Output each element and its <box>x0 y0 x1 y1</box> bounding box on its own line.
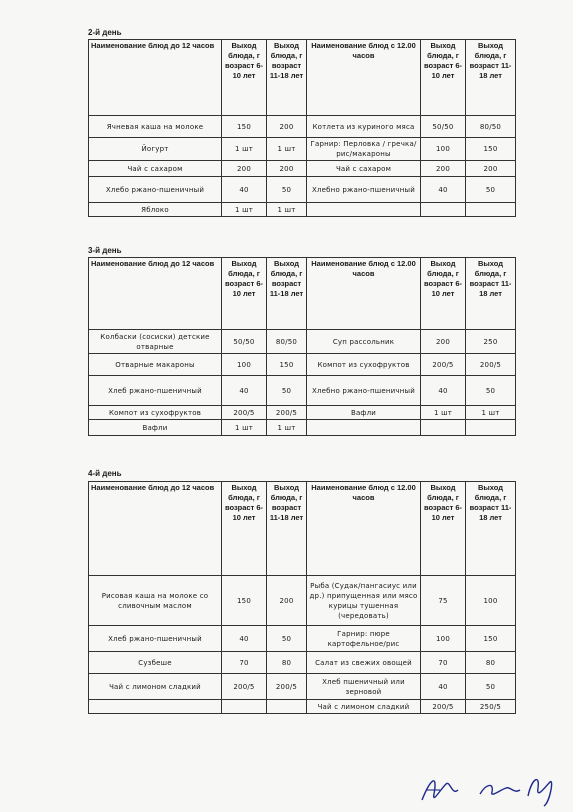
cell: 200/5 <box>421 700 466 714</box>
cell: 200 <box>222 161 267 177</box>
header-out610: Выход блюда, г возраст 6-10 лет <box>222 40 267 116</box>
cell: 40 <box>421 177 466 203</box>
cell: 200 <box>267 576 307 626</box>
cell <box>421 203 466 217</box>
menu-table-day2 <box>88 39 516 217</box>
cell: 50 <box>267 177 307 203</box>
header-out1118: Выход блюда, г возраст 11-18 лет <box>267 40 307 116</box>
table-row <box>89 420 516 436</box>
cell: 200 <box>267 161 307 177</box>
cell: 1 шт <box>267 203 307 217</box>
cell: Чай с лимоном сладкий <box>307 700 421 714</box>
cell: 40 <box>421 674 466 700</box>
header-out610b: Выход блюда, г возраст 6-10 лет <box>421 482 466 576</box>
cell: 150 <box>222 116 267 138</box>
header-out610b: Выход блюда, г возраст 6-10 лет <box>421 258 466 330</box>
cell: Яблоко <box>89 203 222 217</box>
cell: Рисовая каша на молоке со сливочным маслом <box>89 576 222 626</box>
cell <box>307 203 421 217</box>
cell: Компот из сухофруктов <box>307 354 421 376</box>
cell: Вафли <box>307 406 421 420</box>
cell: 150 <box>466 626 516 652</box>
cell: Чай с сахаром <box>307 161 421 177</box>
cell: 250/5 <box>466 700 516 714</box>
cell: Сузбеше <box>89 652 222 674</box>
cell: 200 <box>421 330 466 354</box>
day-title: 2-й день <box>88 28 122 37</box>
header-out1118b: Выход блюда, г возраст 11-18 лет <box>466 482 516 576</box>
cell: Суп рассольник <box>307 330 421 354</box>
cell: 80 <box>466 652 516 674</box>
cell: Хлебно ржано-пшеничный <box>307 177 421 203</box>
cell: 1 шт <box>466 406 516 420</box>
table-row <box>89 576 516 626</box>
cell: 80/50 <box>267 330 307 354</box>
cell: 1 шт <box>267 138 307 161</box>
cell <box>421 420 466 436</box>
cell: 200/5 <box>267 674 307 700</box>
header-name1200: Наименование блюд с 12.00 часов <box>307 258 421 330</box>
cell: Ячневая каша на молоке <box>89 116 222 138</box>
cell: 70 <box>421 652 466 674</box>
cell: 40 <box>421 376 466 406</box>
cell: 50 <box>267 376 307 406</box>
cell <box>466 420 516 436</box>
table-row <box>89 376 516 406</box>
cell: 200 <box>466 161 516 177</box>
cell: Хлеб ржано-пшеничный <box>89 626 222 652</box>
cell: 1 шт <box>267 420 307 436</box>
cell: 150 <box>267 354 307 376</box>
cell: 1 шт <box>421 406 466 420</box>
header-name1200: Наименование блюд с 12.00 часов <box>307 482 421 576</box>
header-row <box>89 258 516 330</box>
cell <box>466 203 516 217</box>
cell: 200/5 <box>421 354 466 376</box>
table-row <box>89 406 516 420</box>
cell: 100 <box>421 626 466 652</box>
cell: 200/5 <box>222 674 267 700</box>
cell: Рыба (Судак/пангасиус или др.) припущенная или мясо курицы тушенная (чередовать) <box>307 576 421 626</box>
header-out1118: Выход блюда, г возраст 11-18 лет <box>267 482 307 576</box>
day-title: 4-й день <box>88 469 122 478</box>
header-out610b: Выход блюда, г возраст 6-10 лет <box>421 40 466 116</box>
table-row <box>89 700 516 714</box>
cell: Йогурт <box>89 138 222 161</box>
cell: Отварные макароны <box>89 354 222 376</box>
cell: 1 шт <box>222 138 267 161</box>
cell: Вафли <box>89 420 222 436</box>
day-title: 3-й день <box>88 246 122 255</box>
menu-table-day3 <box>88 257 516 436</box>
cell: 200/5 <box>222 406 267 420</box>
cell: 100 <box>466 576 516 626</box>
header-name12: Наименование блюд до 12 часов <box>89 40 222 116</box>
cell: 75 <box>421 576 466 626</box>
cell: Гарнир: Перловка / гречка/ рис/макароны <box>307 138 421 161</box>
table-row <box>89 203 516 217</box>
cell: Колбаски (сосиски) детские отварные <box>89 330 222 354</box>
cell: 40 <box>222 376 267 406</box>
header-name1200: Наименование блюд с 12.00 часов <box>307 40 421 116</box>
cell: 250 <box>466 330 516 354</box>
cell: 80/50 <box>466 116 516 138</box>
cell <box>307 420 421 436</box>
cell: 50 <box>466 674 516 700</box>
cell <box>267 700 307 714</box>
cell: 1 шт <box>222 420 267 436</box>
cell: Хлебно ржано-пшеничный <box>307 376 421 406</box>
cell: 100 <box>222 354 267 376</box>
cell: 100 <box>421 138 466 161</box>
table-row <box>89 161 516 177</box>
cell: 50 <box>267 626 307 652</box>
table-row <box>89 626 516 652</box>
cell: Чай с сахаром <box>89 161 222 177</box>
cell: Хлеб пшеничный или зерновой <box>307 674 421 700</box>
cell: Котлета из куриного мяса <box>307 116 421 138</box>
header-out610: Выход блюда, г возраст 6-10 лет <box>222 258 267 330</box>
cell: Хлебо ржано-пшеничный <box>89 177 222 203</box>
cell: 50/50 <box>222 330 267 354</box>
cell: 200 <box>421 161 466 177</box>
cell: Чай с лимоном сладкий <box>89 674 222 700</box>
cell: 80 <box>267 652 307 674</box>
cell: 1 шт <box>222 203 267 217</box>
header-name12: Наименование блюд до 12 часов <box>89 482 222 576</box>
cell: 50/50 <box>421 116 466 138</box>
table-row <box>89 116 516 138</box>
table-row <box>89 354 516 376</box>
cell <box>89 700 222 714</box>
header-row <box>89 40 516 116</box>
cell: 150 <box>466 138 516 161</box>
cell: 40 <box>222 177 267 203</box>
table-row <box>89 330 516 354</box>
table-row <box>89 652 516 674</box>
cell: 40 <box>222 626 267 652</box>
cell: 50 <box>466 177 516 203</box>
cell: 50 <box>466 376 516 406</box>
cell <box>222 700 267 714</box>
header-row <box>89 482 516 576</box>
cell: 200/5 <box>466 354 516 376</box>
header-out1118b: Выход блюда, г возраст 11-18 лет <box>466 258 516 330</box>
table-row <box>89 138 516 161</box>
header-out610: Выход блюда, г возраст 6-10 лет <box>222 482 267 576</box>
cell: Компот из сухофруктов <box>89 406 222 420</box>
header-out1118b: Выход блюда, г возраст 11-18 лет <box>466 40 516 116</box>
cell: 70 <box>222 652 267 674</box>
cell: Салат из свежих овощей <box>307 652 421 674</box>
cell: 150 <box>222 576 267 626</box>
menu-table-day4 <box>88 481 516 714</box>
cell: 200/5 <box>267 406 307 420</box>
cell: Хлеб ржано-пшеничный <box>89 376 222 406</box>
header-name12: Наименование блюд до 12 часов <box>89 258 222 330</box>
table-row <box>89 674 516 700</box>
table-row <box>89 177 516 203</box>
header-out1118: Выход блюда, г возраст 11-18 лет <box>267 258 307 330</box>
cell: Гарнир: пюре картофельное/рис <box>307 626 421 652</box>
signature-image <box>400 760 570 810</box>
cell: 200 <box>267 116 307 138</box>
